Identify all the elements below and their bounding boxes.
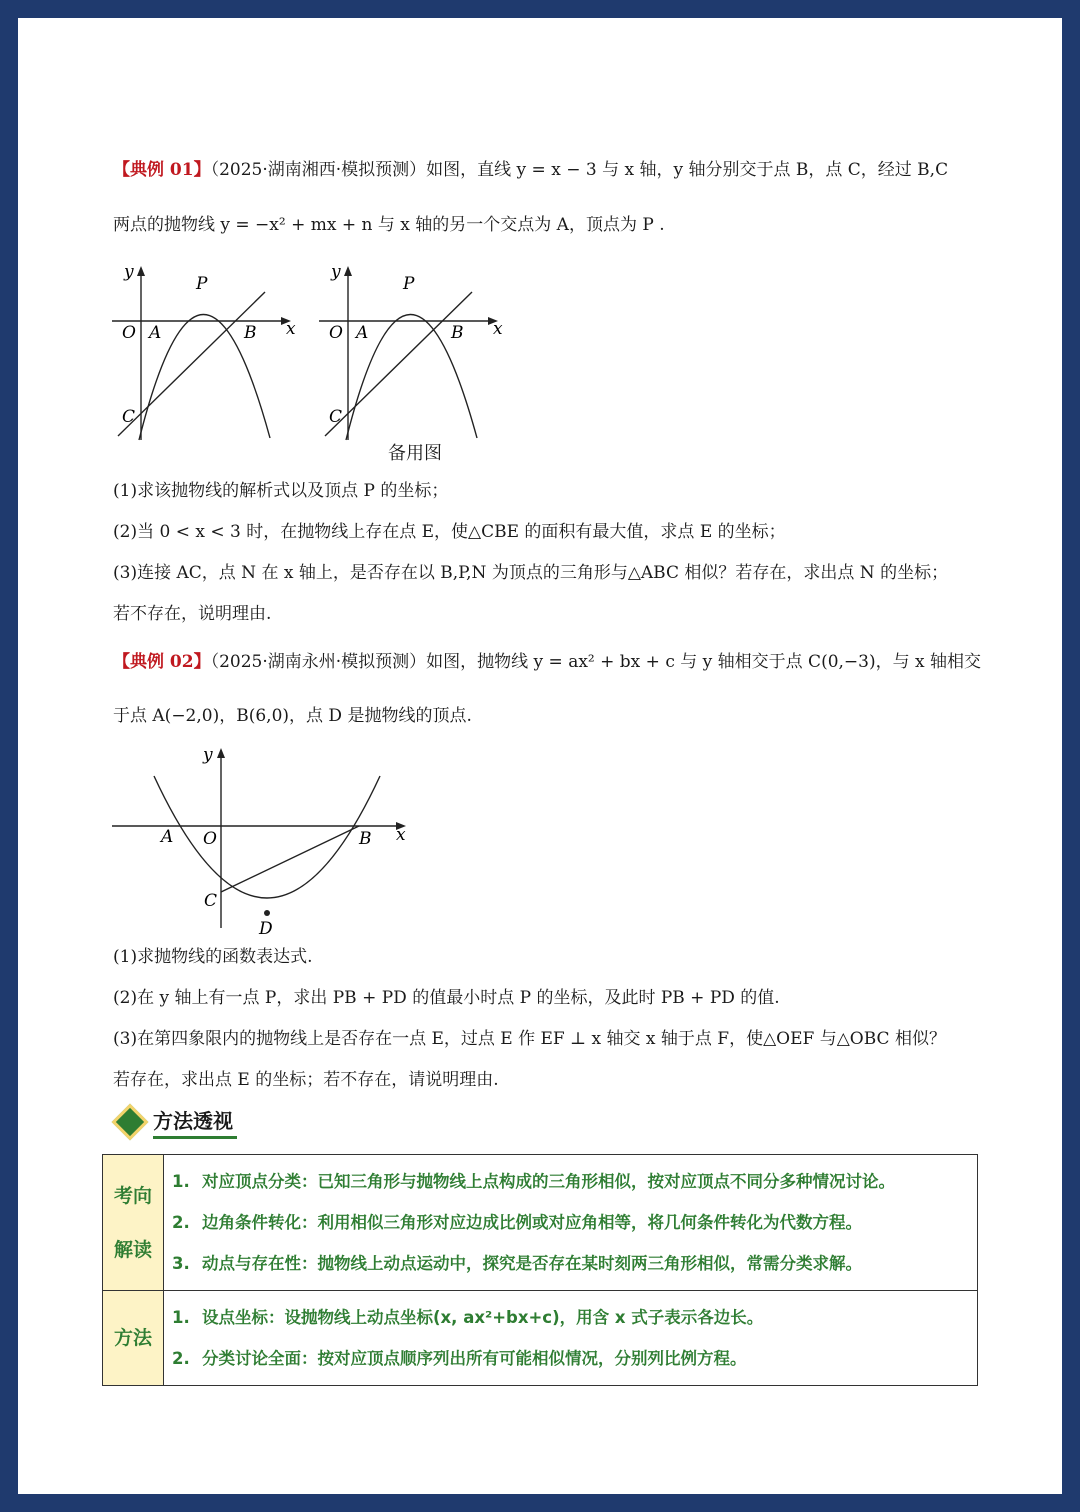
diamond-icon — [112, 1104, 149, 1141]
example1-figure-spare — [317, 260, 502, 445]
fig1b-c-label: C — [329, 407, 343, 427]
fig1b-x-label: x — [493, 319, 503, 339]
fig2-y-label: y — [203, 745, 213, 765]
method-body-methods — [164, 1291, 978, 1386]
example1-question2: (2)当 0 < x < 3 时，在抛物线上存在点 E，使△CBE 的面积有最大值，求点 E 的坐标； — [113, 522, 786, 542]
method-row-methods — [103, 1291, 978, 1386]
example2-question1: (1)求抛物线的函数表达式. — [113, 947, 313, 967]
example1-question1: (1)求该抛物线的解析式以及顶点 P 的坐标； — [113, 481, 449, 501]
item-text: 边角条件转化：利用相似三角形对应边成比例或对应角相等，将几何条件转化为代数方程。 — [202, 1213, 862, 1232]
method-label-focus: 考向 解读 — [103, 1155, 164, 1291]
example2-tag: 【典例 02】 — [113, 652, 211, 672]
fig1b-o-label: O — [329, 323, 343, 343]
method-item — [172, 1202, 977, 1243]
fig1b-p-label: P — [403, 274, 415, 294]
fig1a-c-label: C — [122, 407, 136, 427]
fig1b-y-label: y — [331, 262, 341, 282]
fig2-b-label: B — [359, 829, 372, 849]
example2-intro: （2025·湖南永州·模拟预测）如图，抛物线 y = ax² + bx + c 与 y 轴相交于点 C(0,−3)，与 x 轴相交 — [210, 652, 982, 672]
example1-figure-caption: 备用图 — [388, 443, 442, 464]
example1-figure-main — [110, 260, 295, 445]
method-label-methods: 方法 — [103, 1291, 164, 1386]
example2-question2: (2)在 y 轴上有一点 P，求出 PB + PD 的值最小时点 P 的坐标，及此时 PB + PD 的值. — [113, 988, 780, 1008]
example1-line2: 两点的抛物线 y = −x² + mx + n 与 x 轴的另一个交点为 A，顶点为 P . — [113, 215, 665, 235]
item-number: 1. — [172, 1308, 190, 1327]
item-text: 对应顶点分类：已知三角形与抛物线上点构成的三角形相似，按对应顶点不同分多种情况讨论。 — [202, 1172, 895, 1191]
example1-question3a: (3)连接 AC，点 N 在 x 轴上，是否存在以 B,P,N 为顶点的三角形与△ABC 相似？若存在，求出点 N 的坐标； — [113, 563, 949, 583]
fig2-c-label: C — [204, 891, 218, 911]
item-text: 动点与存在性：抛物线上动点运动中，探究是否存在某时刻两三角形相似，常需分类求解。 — [202, 1254, 862, 1273]
method-body-focus — [164, 1155, 978, 1291]
example2-line2: 于点 A(−2,0)，B(6,0)，点 D 是抛物线的顶点. — [113, 706, 472, 726]
fig1a-o-label: O — [122, 323, 136, 343]
fig2-d-label: D — [259, 919, 273, 939]
fig1a-a-label: A — [149, 323, 162, 343]
example1-tag: 【典例 01】 — [113, 160, 211, 180]
item-text: 设点坐标：设抛物线上动点坐标(x, ax²+bx+c)，用含 x 式子表示各边长。 — [202, 1308, 764, 1327]
method-item — [172, 1161, 977, 1202]
method-row-focus — [103, 1155, 978, 1291]
method-header — [113, 1102, 237, 1142]
fig2-a-label: A — [161, 827, 174, 847]
document-page — [18, 18, 1062, 1494]
example2-question3a: (3)在第四象限内的抛物线上是否存在一点 E，过点 E 作 EF ⊥ x 轴交 x 轴于点 F，使△OEF 与△OBC 相似？ — [113, 1029, 946, 1049]
example2-question3b: 若存在，求出点 E 的坐标；若不存在，请说明理由. — [113, 1070, 499, 1090]
fig2-o-label: O — [203, 829, 217, 849]
example2-figure — [110, 740, 420, 940]
item-number: 2. — [172, 1349, 190, 1368]
item-number: 2. — [172, 1213, 190, 1232]
fig1b-b-label: B — [451, 323, 464, 343]
fig1b-a-label: A — [356, 323, 369, 343]
item-number: 1. — [172, 1172, 190, 1191]
method-title: 方法透视 — [153, 1105, 237, 1139]
fig1a-p-label: P — [196, 274, 208, 294]
example1-intro: （2025·湖南湘西·模拟预测）如图，直线 y = x − 3 与 x 轴，y 轴分别交于点 B，点 C，经过 B,C — [210, 160, 949, 180]
item-text: 分类讨论全面：按对应顶点顺序列出所有可能相似情况，分别列比例方程。 — [202, 1349, 747, 1368]
method-item — [172, 1297, 977, 1338]
example1-line1 — [113, 158, 948, 182]
example2-line1 — [113, 650, 981, 674]
method-item — [172, 1338, 977, 1379]
example1-question3b: 若不存在，说明理由. — [113, 604, 272, 624]
fig2-x-label: x — [396, 825, 406, 845]
fig1a-x-label: x — [286, 319, 296, 339]
item-number: 3. — [172, 1254, 190, 1273]
fig1a-y-label: y — [124, 262, 134, 282]
fig1a-b-label: B — [244, 323, 257, 343]
method-item — [172, 1243, 977, 1284]
method-table — [102, 1154, 978, 1386]
